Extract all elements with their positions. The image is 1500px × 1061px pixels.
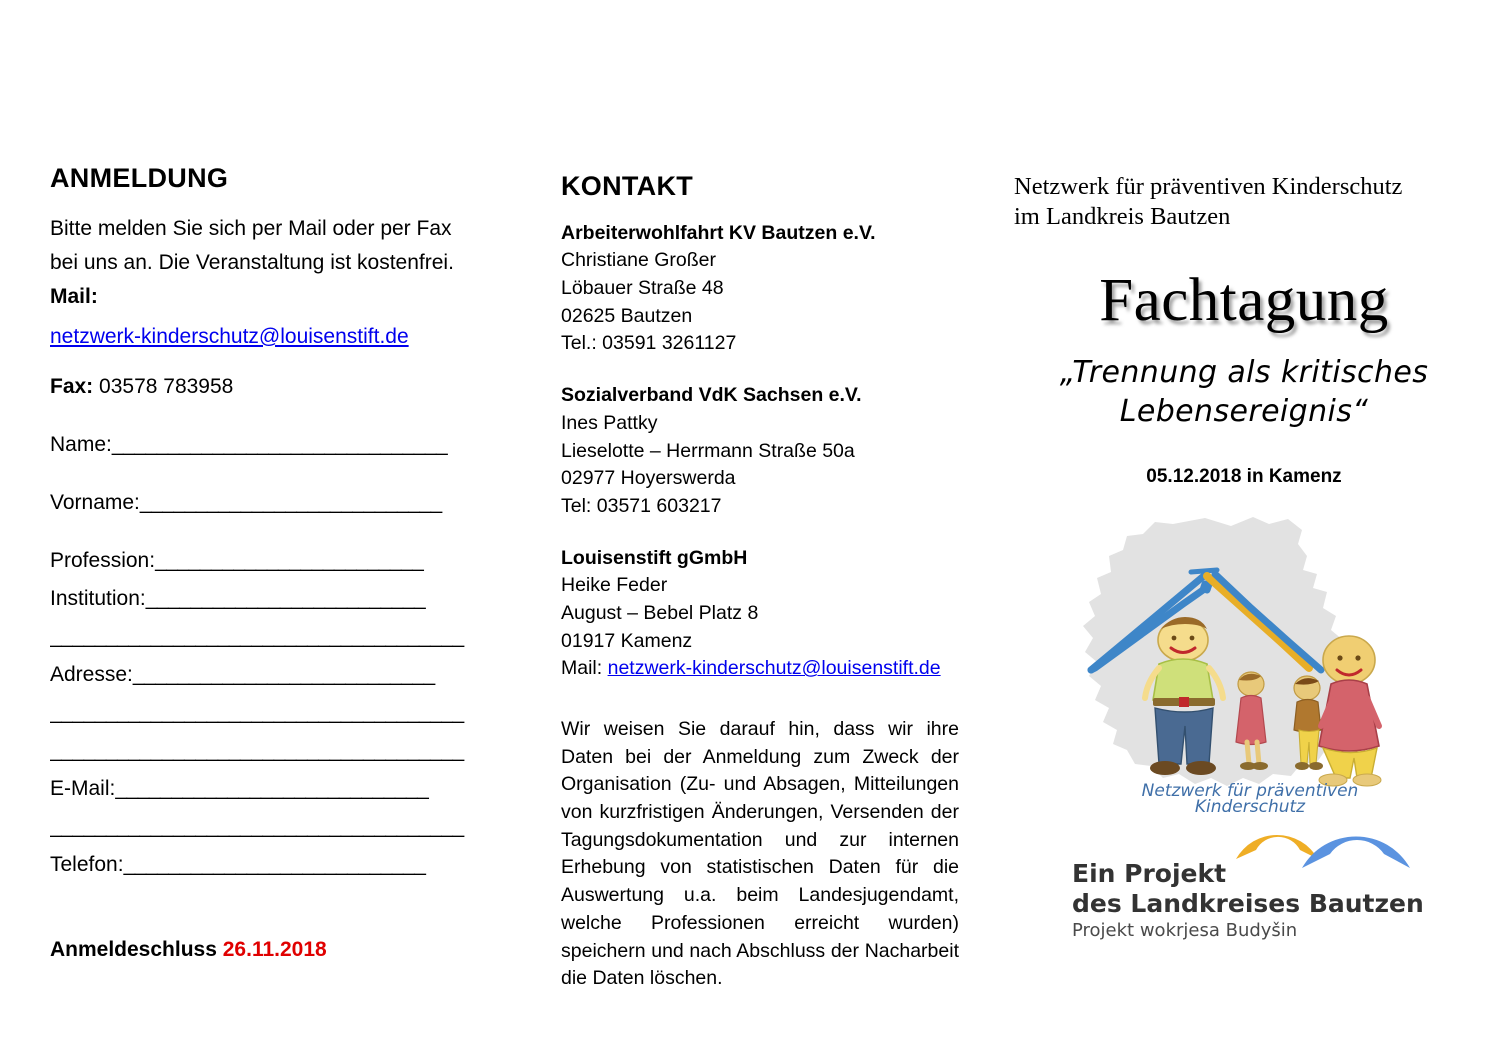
network-subheading-line-1: Netzwerk für präventiven Kinderschutz: [1014, 173, 1403, 200]
form-rule-telefon: ___________________________: [123, 853, 426, 876]
title-column: [1014, 172, 1474, 488]
contact-city-awo: 02625 Bautzen: [561, 304, 693, 327]
form-rule-vorname: ___________________________: [139, 491, 442, 514]
form-rule-institution: _________________________: [145, 587, 426, 610]
form-rule-adresse-cont-1: _____________________________________: [50, 701, 464, 724]
form-field-profession[interactable]: [50, 550, 480, 580]
form-field-email-cont[interactable]: [50, 816, 480, 846]
form-rule-email-cont: _____________________________________: [50, 815, 464, 838]
form-label-telefon: Telefon:: [50, 853, 124, 876]
event-date: 05.12.2018 in Kamenz: [1146, 465, 1342, 487]
contact-org-louisenstift: Louisenstift gGmbH: [561, 546, 748, 569]
form-label-adresse: Adresse:: [50, 663, 133, 686]
network-logo-caption-line-1: Netzwerk für präventiven: [1141, 781, 1359, 801]
privacy-notice: Wir weisen Sie darauf hin, dass wir ihre Daten bei der Anmeldung zum Zweck der Organisation (Zu- und Absagen, Mitteilungen von kurzfristigen Änderungen, Versenden der Tagungsdokumentation und zur internen Erhebung von statistischen Daten für die Auswertung u.a. beim Landesjugendamt, welche Professionen erreicht wurden) speichern und nach Abschluss der Nacharbeit die Daten löschen.: [561, 718, 959, 990]
logo-arc-blue: [1302, 836, 1410, 868]
form-label-institution: Institution:: [50, 587, 146, 610]
form-rule-email: ____________________________: [115, 777, 429, 800]
logo-arc-yellow: [1236, 835, 1318, 859]
contact-org-vdk: Sozialverband VdK Sachsen e.V.: [561, 384, 862, 407]
form-label-email: E-Mail:: [50, 777, 116, 800]
form-field-vorname[interactable]: [50, 492, 480, 522]
landkreis-bautzen-logo: [1030, 812, 1430, 962]
registration-form-fields: [50, 426, 480, 884]
form-rule-institution-cont: _____________________________________: [50, 625, 464, 648]
registration-email-link[interactable]: netzwerk-kinderschutz@louisenstift.de: [50, 324, 409, 348]
registration-deadline: [50, 938, 327, 962]
form-rule-adresse-cont-2: _____________________________________: [50, 739, 464, 762]
landkreis-logo-line-3: Projekt wokrjesa Budyšin: [1072, 920, 1298, 941]
figure-mother: [1319, 636, 1381, 786]
network-kinderschutz-logo: [1055, 512, 1445, 812]
contact-street-louisenstift: August – Bebel Platz 8: [561, 601, 759, 624]
contact-heading: KONTAKT: [561, 171, 694, 201]
mail-label: Mail:: [50, 284, 98, 308]
contact-phone-awo: Tel.: 03591 3261127: [561, 332, 737, 355]
contact-person-awo: Christiane Großer: [561, 249, 716, 272]
form-field-adresse[interactable]: [50, 664, 480, 694]
form-label-profession: Profession:: [50, 549, 156, 572]
form-rule-adresse: ___________________________: [132, 663, 435, 686]
contact-block-louisenstift: [561, 545, 981, 683]
contact-column: [561, 172, 981, 707]
landkreis-logo-line-2: des Landkreises Bautzen: [1072, 889, 1424, 918]
form-label-name: Name:: [50, 433, 112, 456]
page-subtitle: [1014, 353, 1474, 432]
network-subheading-line-2: im Landkreis Bautzen: [1014, 202, 1231, 230]
form-field-institution-cont[interactable]: [50, 626, 480, 656]
form-rule-name: ______________________________: [111, 433, 448, 456]
contact-org-awo: Arbeiterwohlfahrt KV Bautzen e.V.: [561, 221, 876, 244]
form-field-name[interactable]: [50, 434, 480, 464]
contact-person-vdk: Ines Pattky: [561, 411, 658, 434]
contact-city-vdk: 02977 Hoyerswerda: [561, 467, 736, 490]
form-label-vorname: Vorname:: [50, 491, 140, 514]
contact-mail-label: Mail:: [561, 657, 608, 680]
deadline-date: 26.11.2018: [222, 938, 327, 961]
contact-email-link[interactable]: netzwerk-kinderschutz@louisenstift.de: [607, 657, 941, 680]
contact-phone-vdk: Tel: 03571 603217: [561, 494, 722, 517]
registration-heading: ANMELDUNG: [50, 163, 229, 193]
contact-block-vdk: [561, 382, 981, 520]
form-field-email[interactable]: [50, 778, 480, 808]
registration-intro-line-1: Bitte melden Sie sich per Mail oder per Fax: [50, 216, 452, 240]
form-rule-profession: ________________________: [155, 549, 424, 572]
registration-column: [50, 164, 480, 884]
page-subtitle-line-2: Lebensereignis“: [1119, 394, 1369, 430]
contact-street-awo: Löbauer Straße 48: [561, 277, 724, 300]
network-logo-caption-line-2: Kinderschutz: [1194, 797, 1306, 812]
contact-street-vdk: Lieselotte – Herrmann Straße 50a: [561, 439, 855, 462]
contact-mail-row-louisenstift: [561, 655, 981, 683]
registration-intro-line-2: bei uns an. Die Veranstaltung ist kostenfrei.: [50, 250, 454, 274]
landkreis-logo-line-1: Ein Projekt: [1072, 859, 1227, 888]
form-field-telefon[interactable]: [50, 854, 480, 884]
form-field-adresse-cont-1[interactable]: [50, 702, 480, 732]
contact-person-louisenstift: Heike Feder: [561, 574, 668, 597]
page-title: Fachtagung: [1099, 266, 1389, 334]
fax-label: Fax:: [50, 374, 94, 398]
deadline-label: Anmeldeschluss: [50, 938, 217, 961]
page-subtitle-line-1: „Trennung als kritisches: [1059, 354, 1429, 390]
contact-city-louisenstift: 01917 Kamenz: [561, 629, 693, 652]
form-field-adresse-cont-2[interactable]: [50, 740, 480, 770]
network-subheading: [1014, 172, 1474, 232]
fax-line: [50, 370, 480, 404]
form-field-institution[interactable]: [50, 588, 480, 618]
contact-block-awo: [561, 220, 981, 358]
fax-number: 03578 783958: [99, 374, 234, 398]
